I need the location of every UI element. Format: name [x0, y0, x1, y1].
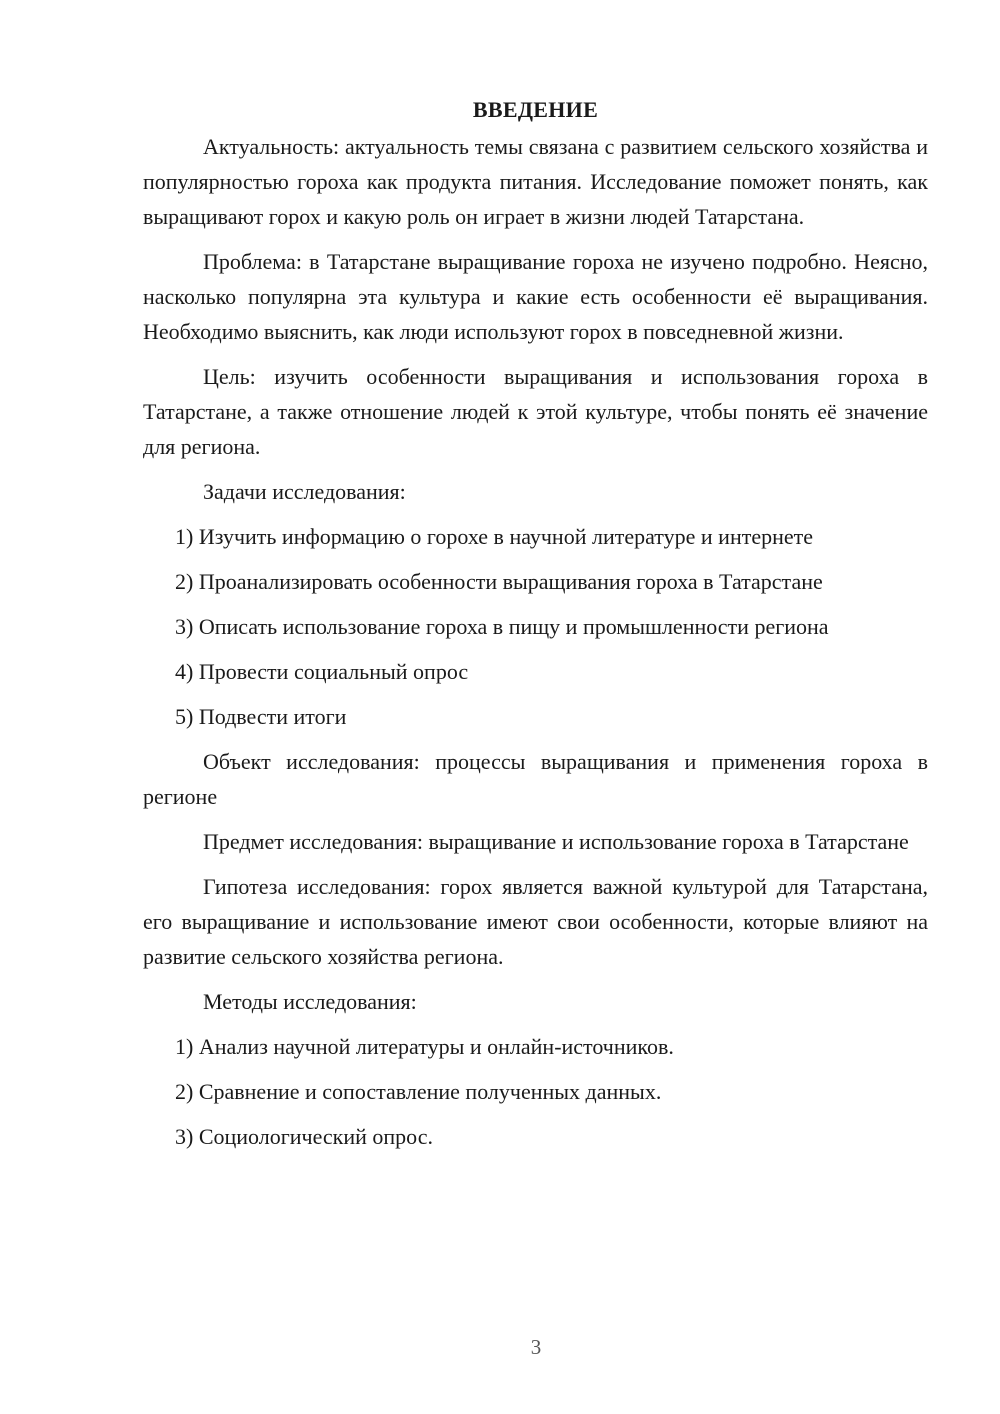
task-item: 3) Описать использование гороха в пищу и промышленности региона — [175, 614, 829, 639]
section-title: ВВЕДЕНИЕ — [472, 97, 599, 122]
task-item: 1) Изучить информацию о горохе в научной литературе и интернете — [175, 524, 814, 549]
task-item: 5) Подвести итоги — [175, 704, 347, 729]
tasks-heading: Задачи исследования: — [203, 479, 406, 504]
method-item: 2) Сравнение и сопоставление полученных данных. — [175, 1079, 662, 1104]
hypothesis-paragraph: Гипотеза исследования: горох является важной культурой для Татарстана, его выращивание и использование имеют свои особенности, которые влияют на развитие сельского хозяйства региона. — [143, 874, 928, 969]
subject-paragraph: Предмет исследования: выращивание и использование гороха в Татарстане — [203, 829, 909, 854]
page-number: 3 — [530, 1335, 542, 1359]
relevance-paragraph: Актуальность: актуальность темы связана с развитием сельского хозяйства и популярностью гороха как продукта питания. Исследование поможет понять, как выращивают горох и какую роль он играет в жизни людей Татарстана. — [143, 134, 928, 229]
object-paragraph: Объект исследования: процессы выращивания и применения гороха в регионе — [143, 749, 928, 809]
document-body — [143, 92, 928, 1164]
method-item: 1) Анализ научной литературы и онлайн-источников. — [175, 1034, 674, 1059]
problem-paragraph: Проблема: в Татарстане выращивание гороха не изучено подробно. Неясно, насколько популярна эта культура и какие есть особенности её выращивания. Необходимо выяснить, как люди используют горох в повседневной жизни. — [143, 249, 928, 344]
task-item: 2) Проанализировать особенности выращивания гороха в Татарстане — [175, 569, 823, 594]
goal-paragraph: Цель: изучить особенности выращивания и использования гороха в Татарстане, а также отношение людей к этой культуре, чтобы понять её значение для региона. — [143, 364, 928, 459]
task-item: 4) Провести социальный опрос — [175, 659, 469, 684]
methods-heading: Методы исследования: — [203, 989, 417, 1014]
method-item: 3) Социологический опрос. — [175, 1124, 433, 1149]
